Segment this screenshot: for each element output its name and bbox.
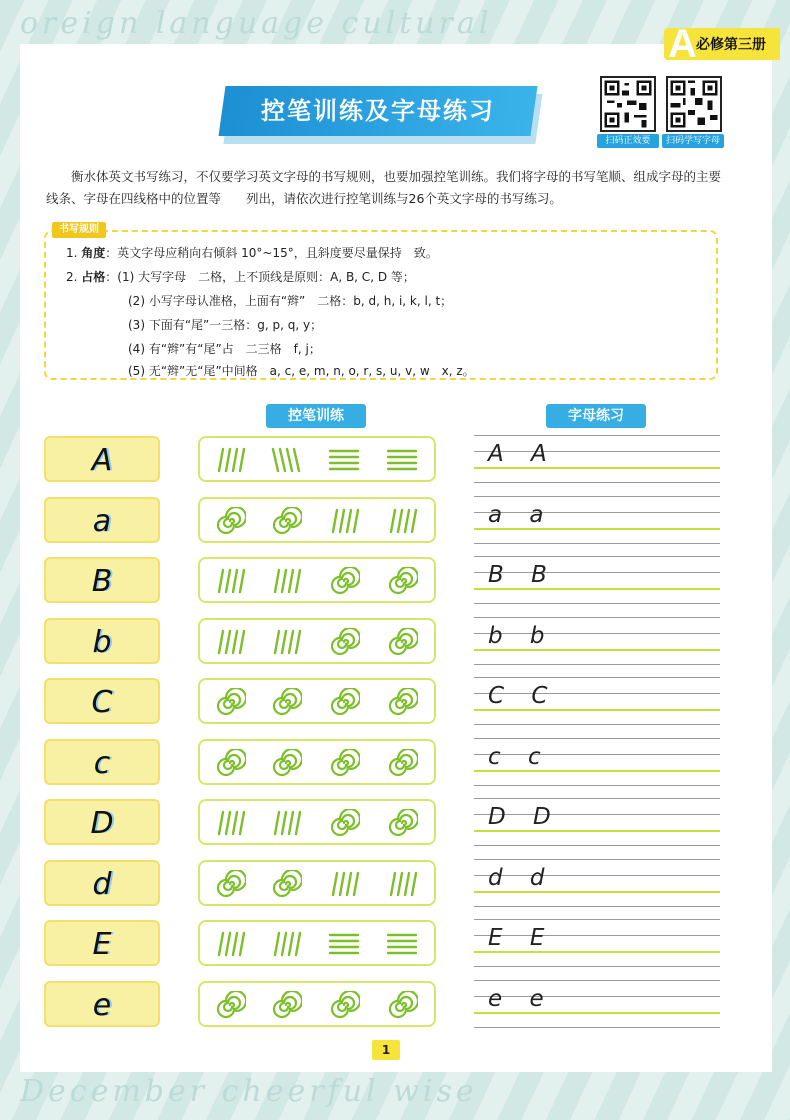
four-line-writing-grid[interactable]: [474, 919, 720, 967]
model-letter: E: [92, 927, 112, 962]
letter-model-box: [44, 436, 160, 482]
stroke-practice-box: [198, 497, 436, 543]
rule-line: (3) 下面有“尾”一三格：g, p, q, y；: [128, 318, 323, 332]
horizontal-lines-icon: [328, 446, 360, 474]
model-letter: B: [91, 564, 113, 599]
slash-lines-icon: [386, 870, 418, 898]
rule-line: (2) 小写字母认准格，上面有“辫” 二格：b, d, h, i, k, l, t；: [128, 294, 453, 308]
letter-model-box: [44, 618, 160, 664]
horizontal-lines-icon: [386, 930, 418, 958]
letter-model-box: [44, 920, 160, 966]
spiral-icon: [214, 688, 246, 716]
qr-caption: 扫码学写字母: [662, 134, 724, 148]
decor-top-text: oreign language cultural: [20, 6, 493, 41]
spiral-icon: [214, 991, 246, 1019]
qr-code-icon[interactable]: [666, 76, 722, 132]
four-line-writing-grid[interactable]: [474, 738, 720, 786]
spiral-icon: [214, 749, 246, 777]
spiral-icon: [386, 749, 418, 777]
letter-model-box: [44, 739, 160, 785]
slash-lines-icon: [328, 870, 360, 898]
spiral-icon: [328, 567, 360, 595]
slash-lines-icon: [214, 567, 246, 595]
letter-model-box: [44, 557, 160, 603]
four-line-writing-grid[interactable]: [474, 980, 720, 1028]
four-line-writing-grid[interactable]: [474, 556, 720, 604]
book-volume-tag: [664, 22, 780, 66]
example-letters: e e: [488, 985, 544, 1012]
spiral-icon: [270, 870, 302, 898]
spiral-icon: [328, 809, 360, 837]
rule-text: ：(1) 大写字母 二格，上不顶线是原则：A, B, C, D 等；: [105, 270, 415, 284]
slash-lines-icon: [214, 809, 246, 837]
four-line-writing-grid[interactable]: [474, 798, 720, 846]
four-line-writing-grid[interactable]: [474, 496, 720, 544]
slash-lines-icon: [328, 507, 360, 535]
letter-model-box: [44, 860, 160, 906]
model-letter: e: [92, 987, 112, 1023]
rule-line: (5) 无“辫”无“尾”中间格 a, c, e, m, n, o, r, s, u, v, w x, z。: [128, 364, 475, 378]
model-letter: a: [92, 503, 112, 539]
slash-lines-icon: [270, 628, 302, 656]
stroke-practice-box: [198, 678, 436, 724]
spiral-icon: [328, 991, 360, 1019]
rules-tag: 书写规则: [52, 222, 106, 238]
example-letters: a a: [488, 501, 544, 528]
spiral-icon: [386, 809, 418, 837]
decor-bottom-text: December cheerful wise: [20, 1074, 478, 1109]
rule-number: 1.: [66, 246, 78, 260]
stroke-practice-box: [198, 739, 436, 785]
stroke-practice-box: [198, 920, 436, 966]
section-heading-letters: 字母练习: [546, 404, 646, 428]
example-letters: A A: [488, 441, 547, 467]
four-line-writing-grid[interactable]: [474, 677, 720, 725]
letter-model-box: [44, 799, 160, 845]
rule-line: (4) 有“辫”有“尾”占 二三格 f, j；: [128, 342, 321, 356]
letter-model-box: [44, 678, 160, 724]
example-letters: b b: [488, 622, 545, 649]
stroke-practice-box: [198, 436, 436, 482]
model-letter: A: [91, 443, 113, 478]
stroke-practice-box: [198, 860, 436, 906]
spiral-icon: [270, 507, 302, 535]
letter-model-box: [44, 981, 160, 1027]
rule-number: 2.: [66, 270, 78, 284]
spiral-icon: [328, 749, 360, 777]
model-letter: b: [92, 624, 112, 660]
stroke-practice-box: [198, 981, 436, 1027]
slash-lines-icon: [270, 809, 302, 837]
stroke-practice-box: [198, 618, 436, 664]
rule-line: [66, 268, 415, 285]
slash-lines-icon: [214, 628, 246, 656]
stroke-practice-box: [198, 799, 436, 845]
slash-lines-icon: [214, 446, 246, 474]
intro-paragraph: 衡水体英文书写练习，不仅要学习英文字母的书写规则，也要加强控笔训练。我们将字母的书写笔顺、组成字母的主要线条、字母在四线格中的位置等 列出，请依次进行控笔训练与26个英文字母的书写练习。: [46, 169, 722, 206]
stroke-practice-box: [198, 557, 436, 603]
spiral-icon: [270, 991, 302, 1019]
rule-heading: 占格: [81, 270, 106, 284]
page-title: 控笔训练及字母练习: [261, 96, 495, 125]
four-line-writing-grid[interactable]: [474, 435, 720, 483]
slash-lines-icon: [270, 930, 302, 958]
rule-heading: 角度: [81, 246, 106, 260]
spiral-icon: [386, 991, 418, 1019]
model-letter: d: [92, 866, 112, 902]
horizontal-lines-icon: [386, 446, 418, 474]
spiral-icon: [214, 507, 246, 535]
horizontal-lines-icon: [328, 930, 360, 958]
model-letter: C: [91, 685, 113, 720]
spiral-icon: [386, 688, 418, 716]
four-line-writing-grid[interactable]: [474, 859, 720, 907]
slash-lines-icon: [270, 567, 302, 595]
spiral-icon: [270, 688, 302, 716]
spiral-icon: [270, 749, 302, 777]
spiral-icon: [386, 628, 418, 656]
example-letters: D D: [488, 804, 551, 830]
spiral-icon: [386, 567, 418, 595]
slash-lines-icon: [386, 507, 418, 535]
four-line-writing-grid[interactable]: [474, 617, 720, 665]
example-letters: E E: [488, 925, 545, 951]
book-tag-letter: A: [668, 22, 697, 66]
qr-code-icon[interactable]: [600, 76, 656, 132]
rule-line: [66, 244, 438, 261]
book-tag-label: 必修第三册: [696, 37, 766, 53]
backslash-lines-icon: [270, 446, 302, 474]
example-letters: c c: [488, 743, 541, 770]
example-letters: C C: [488, 683, 548, 709]
rule-text: ：英文字母应稍向右倾斜 10°~15°，且斜度要尽量保持 致。: [105, 246, 438, 260]
spiral-icon: [328, 628, 360, 656]
spiral-icon: [214, 870, 246, 898]
qr-caption: 扫码正效要: [597, 134, 659, 148]
example-letters: B B: [488, 562, 547, 588]
example-letters: d d: [488, 864, 545, 891]
letter-model-box: [44, 497, 160, 543]
page-number: 1: [372, 1040, 400, 1060]
section-heading-stroke: 控笔训练: [266, 404, 366, 428]
slash-lines-icon: [214, 930, 246, 958]
spiral-icon: [328, 688, 360, 716]
model-letter: c: [93, 745, 111, 781]
model-letter: D: [90, 806, 114, 841]
